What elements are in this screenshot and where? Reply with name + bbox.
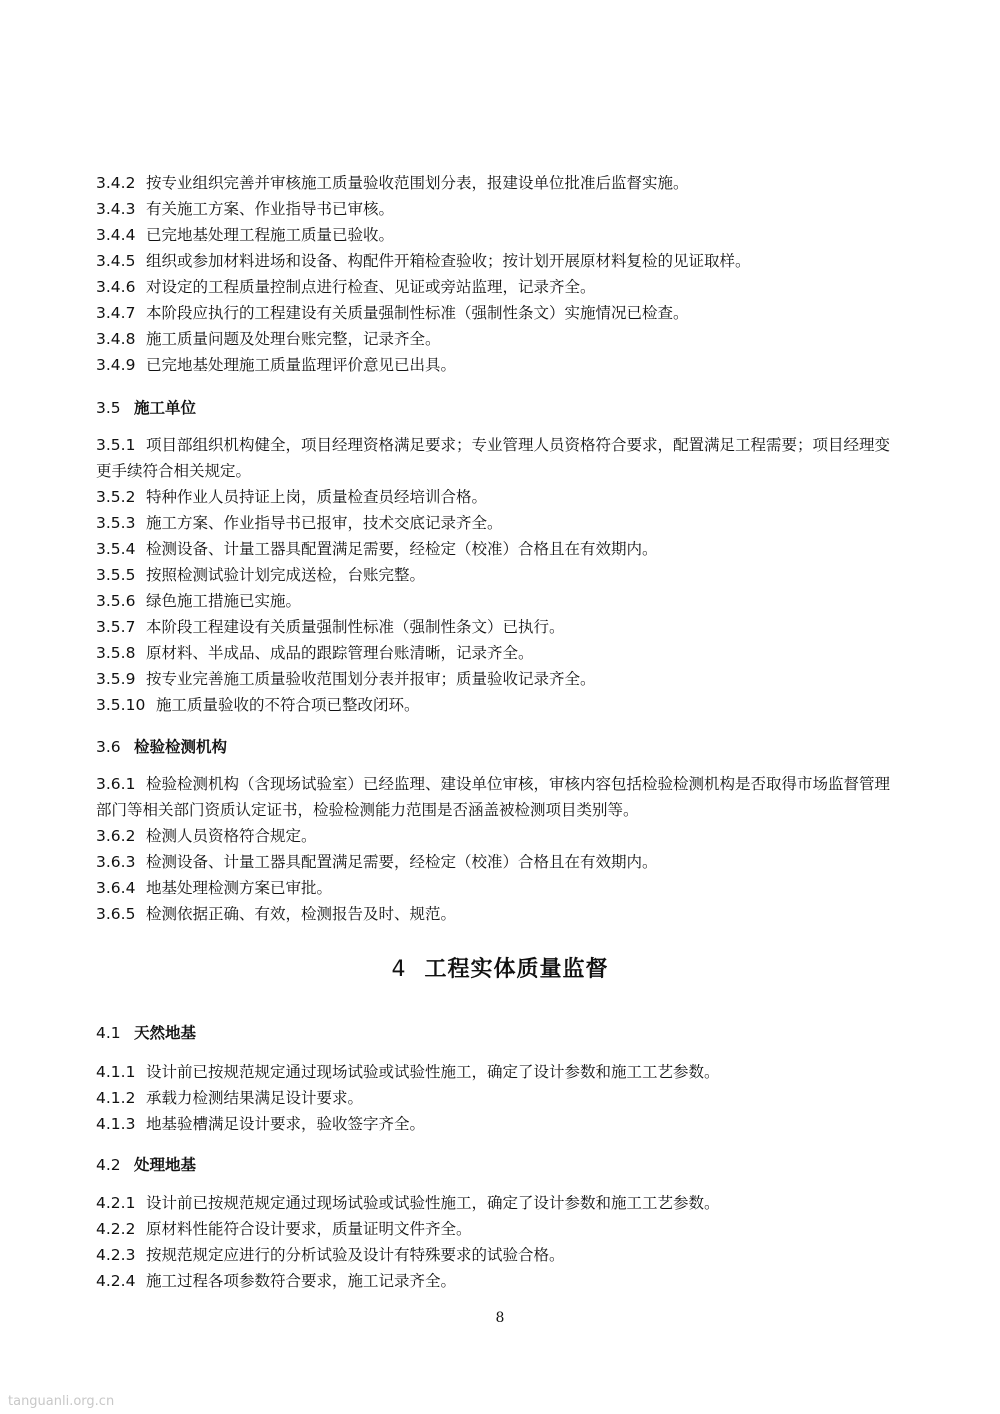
clause-text: 原材料、半成品、成品的跟踪管理台账清晰，记录齐全。 <box>146 644 534 662</box>
clause-text: 组织或参加材料进场和设备、构配件开箱检查验收；按计划开展原材料复检的见证取样。 <box>146 252 751 270</box>
clause-3-5-3 <box>96 510 896 536</box>
clause-number: 4.2.1 <box>96 1194 136 1212</box>
clause-text: 检测设备、计量工器具配置满足需要，经检定（校准）合格且在有效期内。 <box>146 853 658 871</box>
clause-number: 3.4.9 <box>96 356 136 374</box>
clause-number: 4.2.4 <box>96 1272 136 1290</box>
clause-number: 3.6.3 <box>96 853 136 871</box>
clause-4-2-2 <box>96 1216 896 1242</box>
clause-text: 项目部组织机构健全，项目经理资格满足要求；专业管理人员资格符合要求，配置满足工程需要；项目经理变更手续符合相关规定。 <box>96 436 891 480</box>
clause-number: 3.5.4 <box>96 540 136 558</box>
clause-text: 按专业完善施工质量验收范围划分表并报审；质量验收记录齐全。 <box>146 670 596 688</box>
clause-3-4-4 <box>96 222 896 248</box>
clause-3-5-7 <box>96 614 896 640</box>
section-heading-4-1 <box>96 1020 196 1046</box>
clause-3-6-1 <box>96 771 896 823</box>
clause-number: 3.4.7 <box>96 304 136 322</box>
chapter-number: 4 <box>391 957 407 982</box>
section-heading-3-5 <box>96 395 196 421</box>
clause-text: 施工方案、作业指导书已报审，技术交底记录齐全。 <box>146 514 503 532</box>
clause-text: 特种作业人员持证上岗，质量检查员经培训合格。 <box>146 488 488 506</box>
clause-number: 3.6.4 <box>96 879 136 897</box>
clause-4-1-2 <box>96 1085 896 1111</box>
clause-text: 检验检测机构（含现场试验室）已经监理、建设单位审核，审核内容包括检验检测机构是否取得市场监督管理部门等相关部门资质认定证书，检验检测能力范围是否涵盖被检测项目类别等。 <box>96 775 891 819</box>
clause-text: 设计前已按规范规定通过现场试验或试验性施工，确定了设计参数和施工工艺参数。 <box>146 1063 720 1081</box>
section-number: 4.1 <box>96 1024 121 1042</box>
clause-3-5-5 <box>96 562 896 588</box>
clause-text: 本阶段应执行的工程建设有关质量强制性标准（强制性条文）实施情况已检查。 <box>146 304 689 322</box>
section-title: 施工单位 <box>134 399 197 417</box>
clause-number: 3.6.5 <box>96 905 136 923</box>
clause-text: 检测人员资格符合规定。 <box>146 827 317 845</box>
clause-number: 3.5.8 <box>96 644 136 662</box>
clause-number: 3.4.5 <box>96 252 136 270</box>
clause-number: 3.5.10 <box>96 696 146 714</box>
clause-text: 施工质量验收的不符合项已整改闭环。 <box>156 696 420 714</box>
clause-text: 原材料性能符合设计要求，质量证明文件齐全。 <box>146 1220 472 1238</box>
clause-number: 3.5.9 <box>96 670 136 688</box>
clause-3-4-8 <box>96 326 896 352</box>
clause-3-4-5 <box>96 248 896 274</box>
clause-3-4-6 <box>96 274 896 300</box>
clause-text: 地基处理检测方案已审批。 <box>146 879 333 897</box>
clause-text: 按规范规定应进行的分析试验及设计有特殊要求的试验合格。 <box>146 1246 565 1264</box>
clause-3-4-2 <box>96 170 896 196</box>
clause-number: 4.2.2 <box>96 1220 136 1238</box>
clause-number: 3.4.2 <box>96 174 136 192</box>
clause-number: 3.4.6 <box>96 278 136 296</box>
clause-3-5-6 <box>96 588 896 614</box>
clause-text: 已完地基处理工程施工质量已验收。 <box>146 226 395 244</box>
chapter-heading-4 <box>0 953 1000 987</box>
clause-4-1-3 <box>96 1111 896 1137</box>
clause-3-4-9 <box>96 352 896 378</box>
clause-3-6-4 <box>96 875 896 901</box>
clause-number: 3.5.3 <box>96 514 136 532</box>
section-heading-4-2 <box>96 1152 196 1178</box>
clause-4-1-1 <box>96 1059 896 1085</box>
clause-text: 绿色施工措施已实施。 <box>146 592 302 610</box>
clause-text: 施工过程各项参数符合要求，施工记录齐全。 <box>146 1272 457 1290</box>
clause-3-5-2 <box>96 484 896 510</box>
clause-number: 3.6.1 <box>96 775 136 793</box>
clause-3-5-4 <box>96 536 896 562</box>
clause-number: 3.5.5 <box>96 566 136 584</box>
clause-text: 承载力检测结果满足设计要求。 <box>146 1089 364 1107</box>
section-number: 3.5 <box>96 399 121 417</box>
clause-3-4-7 <box>96 300 896 326</box>
clause-3-4-3 <box>96 196 896 222</box>
clause-number: 4.1.3 <box>96 1115 136 1133</box>
clause-text: 检测设备、计量工器具配置满足需要，经检定（校准）合格且在有效期内。 <box>146 540 658 558</box>
page-number: 8 <box>495 1310 505 1326</box>
clause-3-5-8 <box>96 640 896 666</box>
section-title: 处理地基 <box>134 1156 197 1174</box>
clause-text: 本阶段工程建设有关质量强制性标准（强制性条文）已执行。 <box>146 618 565 636</box>
clause-number: 3.5.1 <box>96 436 136 454</box>
watermark: tanguanli.org.cn <box>8 1394 115 1409</box>
clause-4-2-4 <box>96 1268 896 1294</box>
clause-number: 3.4.8 <box>96 330 136 348</box>
section-number: 4.2 <box>96 1156 121 1174</box>
chapter-title: 工程实体质量监督 <box>424 957 609 982</box>
clause-text: 施工质量问题及处理台账完整，记录齐全。 <box>146 330 441 348</box>
clause-number: 4.1.2 <box>96 1089 136 1107</box>
clause-text: 按专业组织完善并审核施工质量验收范围划分表，报建设单位批准后监督实施。 <box>146 174 689 192</box>
section-title: 检验检测机构 <box>134 738 228 756</box>
clause-number: 3.4.4 <box>96 226 136 244</box>
clause-3-6-2 <box>96 823 896 849</box>
clause-text: 地基验槽满足设计要求，验收签字齐全。 <box>146 1115 426 1133</box>
clause-3-5-1 <box>96 432 896 484</box>
section-title: 天然地基 <box>134 1024 197 1042</box>
clause-text: 检测依据正确、有效，检测报告及时、规范。 <box>146 905 457 923</box>
clause-number: 4.2.3 <box>96 1246 136 1264</box>
clause-text: 对设定的工程质量控制点进行检查、见证或旁站监理，记录齐全。 <box>146 278 596 296</box>
section-number: 3.6 <box>96 738 121 756</box>
clause-3-6-5 <box>96 901 896 927</box>
clause-3-6-3 <box>96 849 896 875</box>
clause-text: 有关施工方案、作业指导书已审核。 <box>146 200 395 218</box>
clause-text: 按照检测试验计划完成送检，台账完整。 <box>146 566 426 584</box>
clause-text: 已完地基处理施工质量监理评价意见已出具。 <box>146 356 457 374</box>
clause-number: 4.1.1 <box>96 1063 136 1081</box>
clause-number: 3.5.2 <box>96 488 136 506</box>
clause-number: 3.4.3 <box>96 200 136 218</box>
clause-number: 3.5.6 <box>96 592 136 610</box>
clause-text: 设计前已按规范规定通过现场试验或试验性施工，确定了设计参数和施工工艺参数。 <box>146 1194 720 1212</box>
clause-4-2-1 <box>96 1190 896 1216</box>
clause-3-5-9 <box>96 666 896 692</box>
clause-3-5-10 <box>96 692 896 718</box>
clause-4-2-3 <box>96 1242 896 1268</box>
section-heading-3-6 <box>96 734 227 760</box>
clause-number: 3.6.2 <box>96 827 136 845</box>
clause-number: 3.5.7 <box>96 618 136 636</box>
